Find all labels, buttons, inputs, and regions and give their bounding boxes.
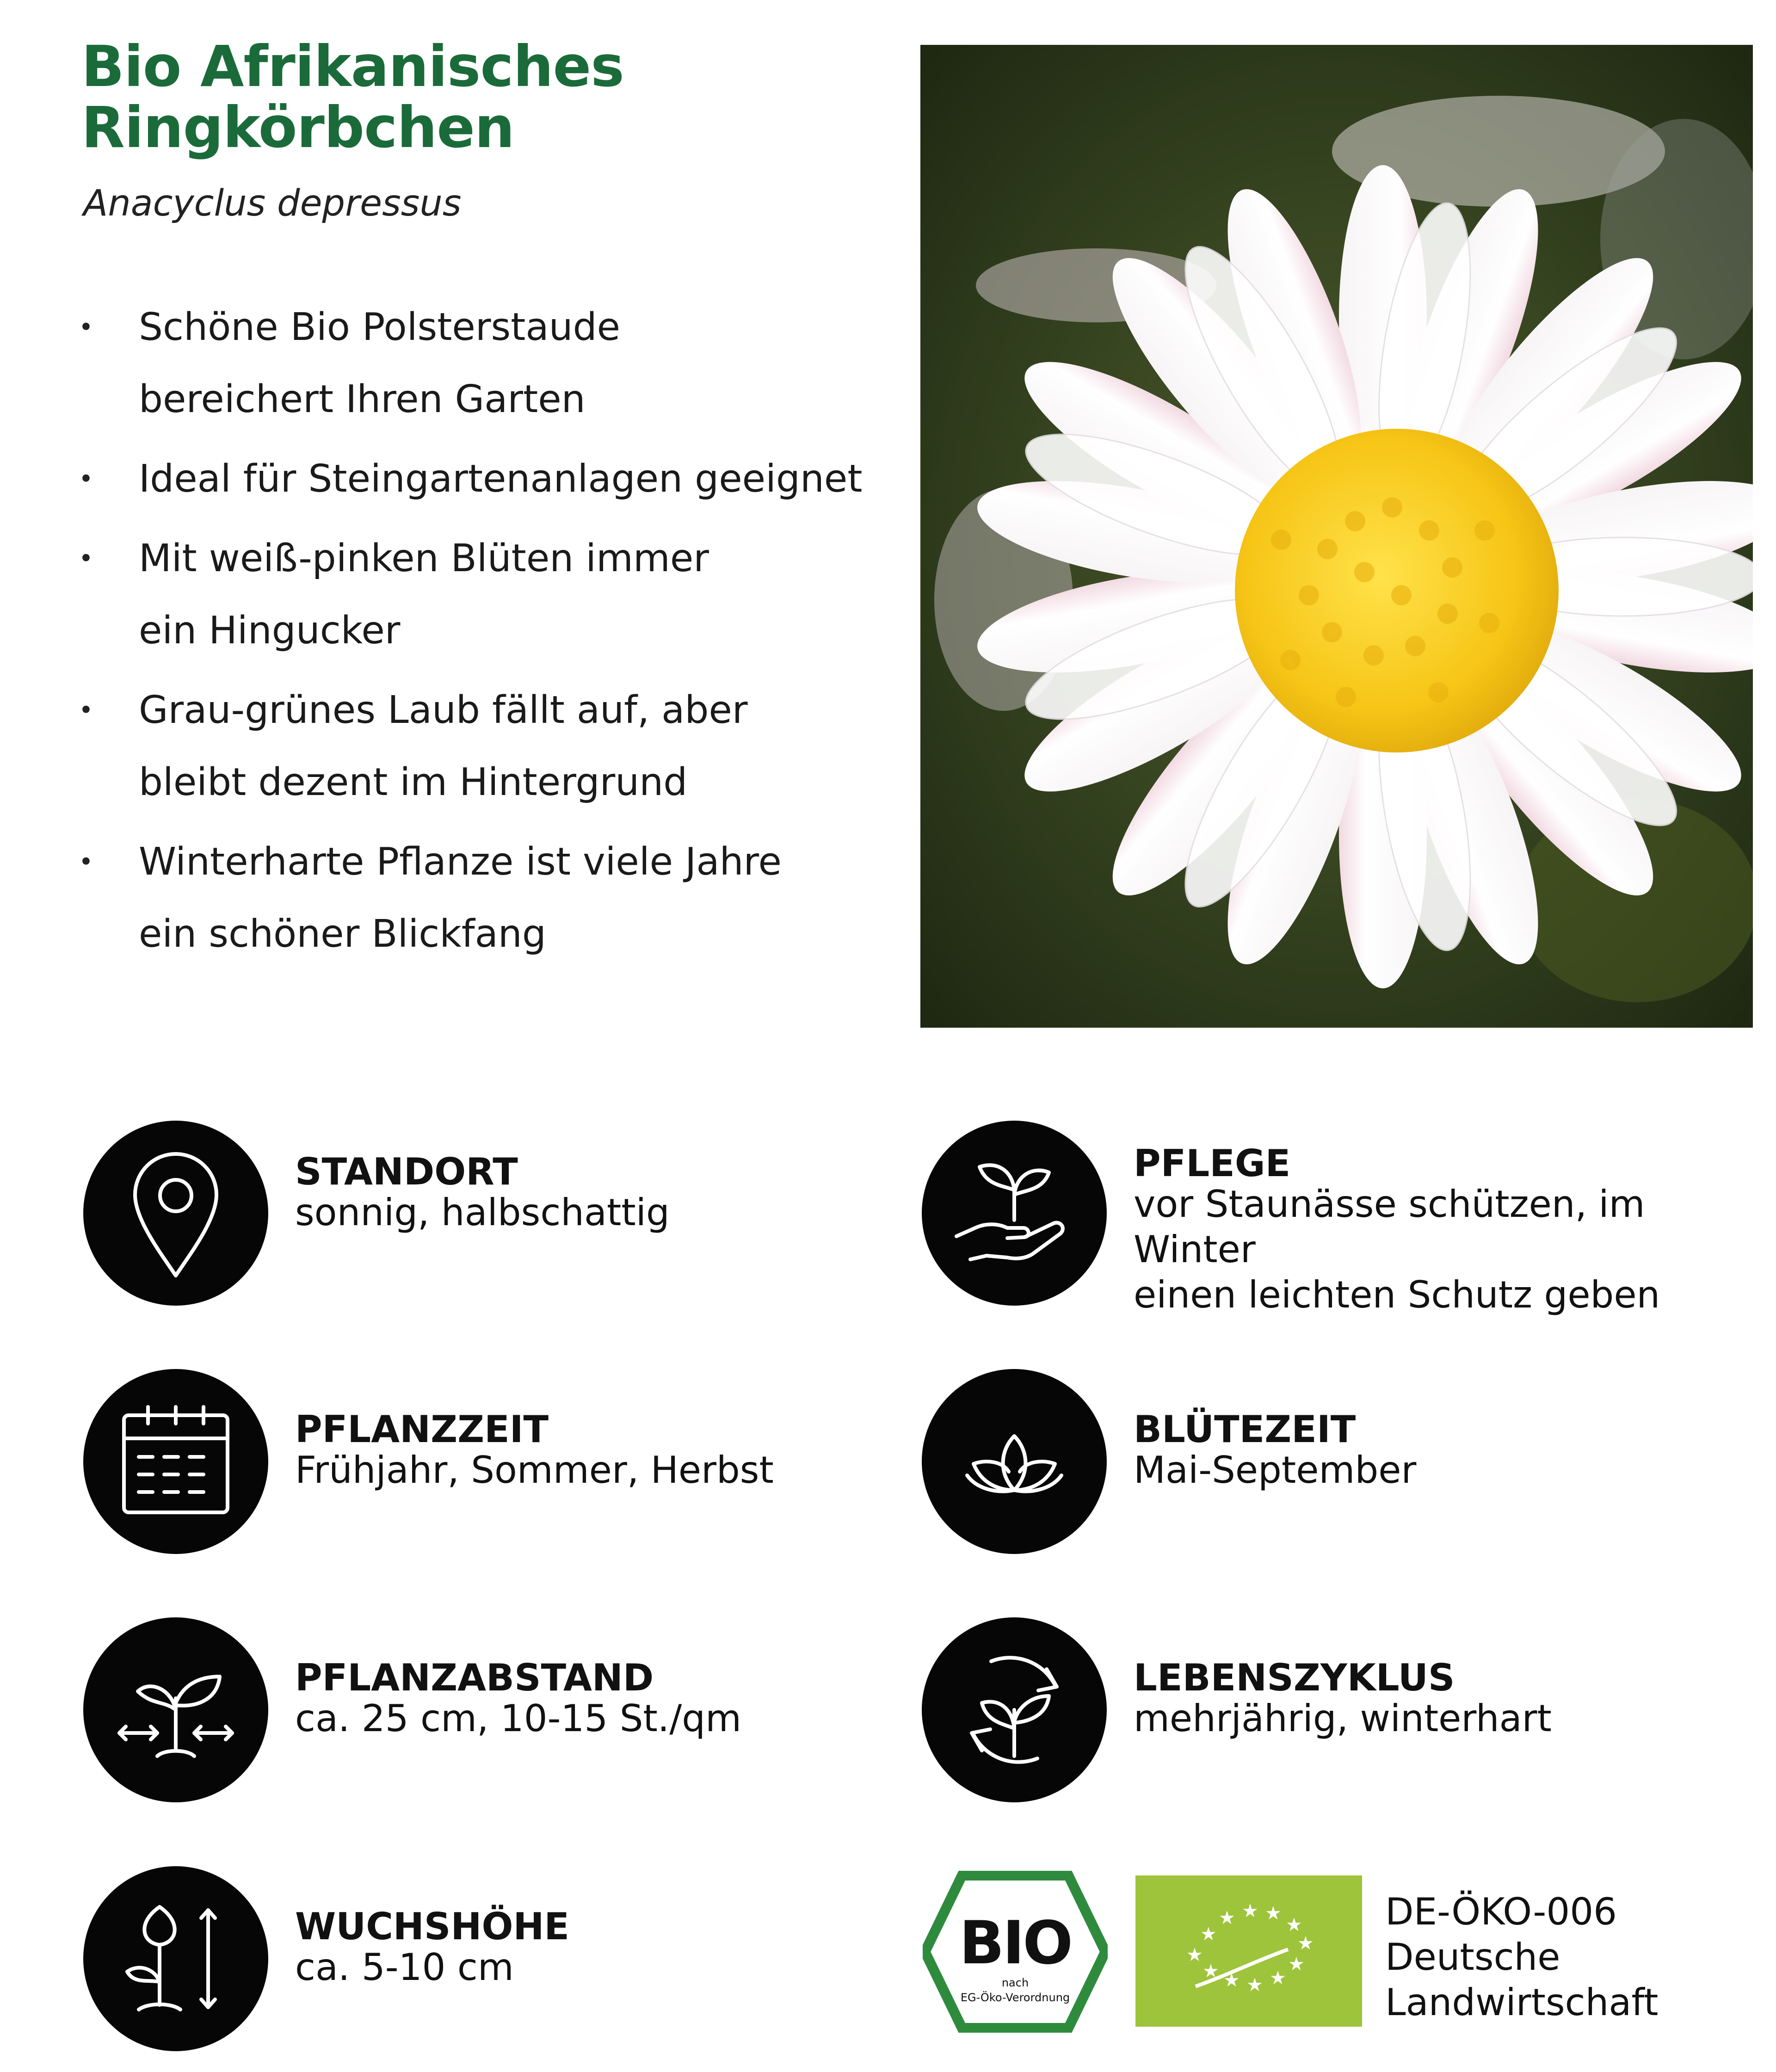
svg-text:★: ★ bbox=[1223, 1970, 1240, 1991]
feature-label: WUCHSHÖHE bbox=[295, 1905, 570, 1948]
feature-pflege bbox=[922, 1121, 1708, 1316]
plant-cycle-icon bbox=[922, 1617, 1107, 1802]
feature-label: PFLANZZEIT bbox=[295, 1408, 549, 1451]
svg-text:★: ★ bbox=[1202, 1961, 1219, 1982]
product-title bbox=[81, 36, 868, 158]
svg-text:★: ★ bbox=[1219, 1907, 1235, 1929]
feature-value: ca. 25 cm, 10-15 St./qm bbox=[295, 1697, 741, 1740]
feature-value: vor Staunässe schützen, im Winter einen leichten Schutz geben bbox=[1134, 1183, 1660, 1316]
bio-seal bbox=[923, 1871, 1108, 2033]
feature-pflanzzeit bbox=[83, 1369, 870, 1554]
feature-bluetezeit bbox=[922, 1369, 1708, 1554]
cert-code: DE-ÖKO-006 bbox=[1385, 1890, 1617, 1933]
bullet-item: • Schöne Bio Polsterstaude bereichert Ihren Garten bbox=[79, 291, 805, 436]
bio-seal-line1: nach bbox=[1001, 1976, 1029, 1989]
feature-value: sonnig, halbschattig bbox=[295, 1191, 670, 1234]
cert-origin-line1: Deutsche bbox=[1385, 1936, 1560, 1979]
feature-standort bbox=[83, 1121, 870, 1306]
eu-organic-leaf-icon bbox=[1135, 1875, 1362, 2027]
svg-text:★: ★ bbox=[1270, 1967, 1286, 1989]
feature-pflanzabstand bbox=[83, 1617, 870, 1802]
svg-text:★: ★ bbox=[1242, 1900, 1258, 1922]
feature-label: BLÜTEZEIT bbox=[1134, 1408, 1356, 1451]
bullet-item: • Winterharte Pflanze ist viele Jahre ein schöner Blickfang bbox=[79, 826, 832, 970]
feature-lebenszyklus bbox=[922, 1617, 1708, 1802]
feature-bullet-list bbox=[79, 291, 865, 978]
feature-value: Mai-September bbox=[1134, 1449, 1417, 1492]
hand-seedling-icon bbox=[922, 1121, 1107, 1306]
product-title-line2: Ringkörbchen bbox=[81, 95, 514, 160]
bullet-item: • Ideal für Steingartenanlagen geeignet bbox=[79, 443, 865, 515]
product-title-line1: Bio Afrikanisches bbox=[81, 34, 624, 99]
flower-photo bbox=[920, 45, 1753, 1028]
svg-text:★: ★ bbox=[1297, 1933, 1314, 1954]
plant-height-icon bbox=[83, 1866, 268, 2051]
svg-text:★: ★ bbox=[1265, 1903, 1282, 1924]
svg-text:★: ★ bbox=[1286, 1914, 1302, 1936]
feature-wuchshoehe bbox=[83, 1866, 870, 2051]
feature-value: Frühjahr, Sommer, Herbst bbox=[295, 1449, 774, 1492]
cert-origin-line2: Landwirtschaft bbox=[1385, 1981, 1659, 2024]
calendar-icon bbox=[83, 1369, 268, 1554]
location-pin-icon bbox=[83, 1121, 268, 1306]
certification-text bbox=[1385, 1889, 1659, 2025]
feature-label: LEBENSZYKLUS bbox=[1134, 1656, 1455, 1699]
bio-seal-word: BIO bbox=[959, 1909, 1071, 1978]
latin-name: Anacyclus depressus bbox=[83, 183, 462, 224]
bullet-item: • Grau-grünes Laub fällt auf, aber bleibt dezent im Hintergrund bbox=[79, 674, 851, 819]
plant-spacing-icon bbox=[83, 1617, 268, 1802]
feature-label: PFLANZABSTAND bbox=[295, 1656, 654, 1699]
feature-value: mehrjährig, winterhart bbox=[1134, 1697, 1552, 1740]
bullet-item: • Mit weiß-pinken Blüten immer ein Hingucker bbox=[79, 523, 722, 667]
feature-label: PFLEGE bbox=[1134, 1142, 1291, 1185]
svg-text:★: ★ bbox=[1246, 1974, 1263, 1996]
feature-label: STANDORT bbox=[295, 1150, 518, 1193]
svg-text:★: ★ bbox=[1200, 1924, 1217, 1945]
svg-text:★: ★ bbox=[1186, 1944, 1203, 1966]
lotus-flower-icon bbox=[922, 1369, 1107, 1554]
feature-value: ca. 5-10 cm bbox=[295, 1946, 514, 1989]
bio-seal-line2: EG-Öko-Verordnung bbox=[960, 1991, 1070, 2004]
svg-text:★: ★ bbox=[1288, 1954, 1305, 1975]
